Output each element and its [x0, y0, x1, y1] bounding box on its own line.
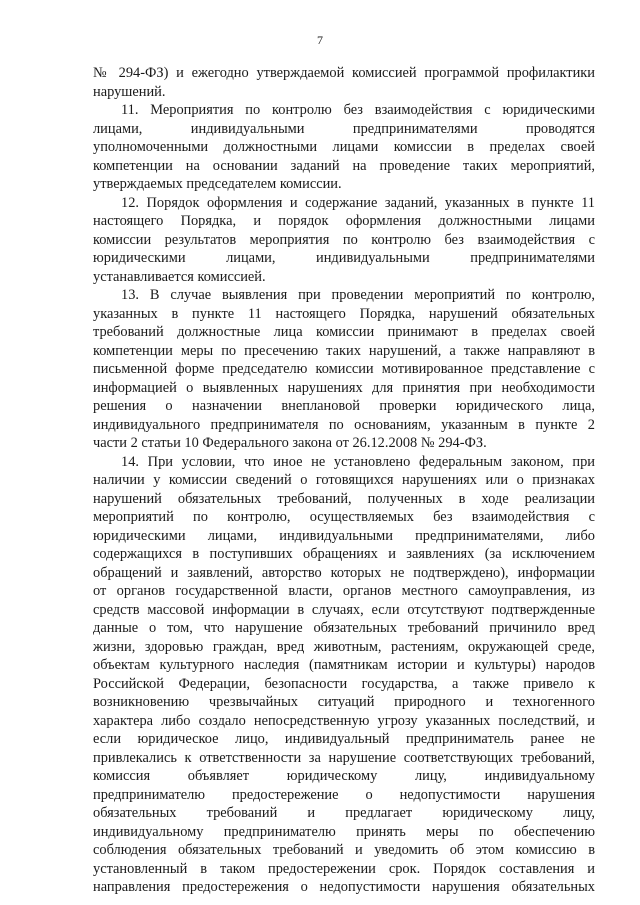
paragraph-11 [93, 101, 595, 194]
text-line: объектам культурного наследия (памятникам истории и культуры) народов [93, 657, 595, 673]
text-line: индивидуального предпринимателя по основаниям, указанным в пункте 2 [93, 416, 595, 433]
text-line: указанных в пункте 11 настоящего Порядка, нарушений обязательных [93, 305, 595, 322]
text-line: требований должностные лица комиссии принимают в пределах своей [93, 324, 595, 340]
text-line: установленный в таком предостережении срок. Порядок составления и [93, 860, 595, 877]
text-line: № 294-ФЗ) и ежегодно утверждаемой комиссией программой профилактики [93, 65, 595, 81]
text-line: 12. Порядок оформления и содержание заданий, указанных в пункте 11 [121, 194, 595, 211]
text-line: юридическими лицами, индивидуальными предпринимателями [93, 250, 595, 266]
text-line: соблюдения обязательных требований и уведомить об этом комиссию в [93, 842, 595, 858]
text-line: 13. В случае выявления при проведении мероприятий по контролю, [121, 287, 595, 303]
paragraph-continuation [93, 64, 595, 101]
text-line: 11. Мероприятия по контролю без взаимодействия с юридическими [121, 102, 595, 118]
text-line: данные о том, что нарушение обязательных требований причинило вред [93, 620, 595, 636]
text-line: лицами, индивидуальными предпринимателями проводятся [93, 120, 595, 137]
paragraph-13 [93, 286, 595, 453]
text-line: комиссии результатов мероприятия по контролю без взаимодействия с [93, 231, 595, 248]
text-line: привлекались к ответственности за нарушение соответствующих требований, [93, 749, 595, 766]
text-line: обязательных требований и предлагает юридическому лицу, [93, 805, 595, 821]
text-line: если юридическое лицо, индивидуальный предприниматель ранее не [93, 731, 595, 747]
text-line: юридическими лицами, индивидуальными предпринимателями, либо [93, 527, 595, 544]
text-line: нарушений. [93, 83, 166, 100]
text-line: характера либо создало непосредственную угрозу указанных последствий, и [93, 712, 595, 729]
text-line: Российской Федерации, безопасности государства, а также привело к [93, 675, 595, 692]
text-line: содержащихся в поступивших обращениях и заявлениях (за исключением [93, 546, 595, 562]
text-line: письменной форме председателю комиссии мотивированное представление с [93, 361, 595, 377]
text-line: устанавливается комиссией. [93, 268, 266, 285]
text-line: решения о назначении внеплановой проверки юридического лица, [93, 398, 595, 414]
text-line: нарушений обязательных требований, полученных в ходе реализации [93, 490, 595, 507]
text-line: мероприятий по контролю, осуществляемых без взаимодействия с [93, 509, 595, 525]
text-line: наличии у комиссии сведений о готовящихся нарушениях или о признаках [93, 472, 595, 488]
text-line: части 2 статьи 10 Федерального закона от 26.12.2008 № 294-ФЗ. [93, 435, 487, 451]
text-line: информацией о выявленных нарушениях для принятия при необходимости [93, 379, 595, 396]
document-body [93, 64, 595, 897]
text-line: 14. При условии, что иное не установлено федеральным законом, при [121, 453, 595, 470]
paragraph-14 [93, 453, 595, 897]
text-line: обращений и заявлений, авторство которых не подтверждено), информации [93, 564, 595, 581]
text-line: возникновению чрезвычайных ситуаций природного и техногенного [93, 694, 595, 710]
text-line: направления предостережения о недопустимости нарушения обязательных [93, 879, 595, 895]
text-line: жизни, здоровью граждан, вред животным, растениям, окружающей среде, [93, 638, 595, 655]
text-line: средств массовой информации в случаях, если отсутствуют подтвержденные [93, 601, 595, 618]
page-number: 7 [317, 33, 323, 47]
text-line: комиссия объявляет юридическому лицу, индивидуальному [93, 768, 595, 784]
text-line: от органов государственной власти, органов местного самоуправления, из [93, 583, 595, 599]
text-line: настоящего Порядка, и порядок оформления должностными лицами [93, 213, 595, 229]
text-line: индивидуальному предпринимателю принять меры по обеспечению [93, 823, 595, 840]
paragraph-12 [93, 194, 595, 287]
text-line: утверждаемых председателем комиссии. [93, 176, 342, 192]
text-line: уполномоченными должностными лицами комиссии в пределах своей [93, 139, 595, 155]
text-line: предпринимателю предостережение о недопустимости нарушения [93, 786, 595, 803]
text-line: компетенции меры по пресечению таких нарушений, а также направляют в [93, 342, 595, 359]
text-line: компетенции на основании заданий на проведение таких мероприятий, [93, 157, 595, 174]
